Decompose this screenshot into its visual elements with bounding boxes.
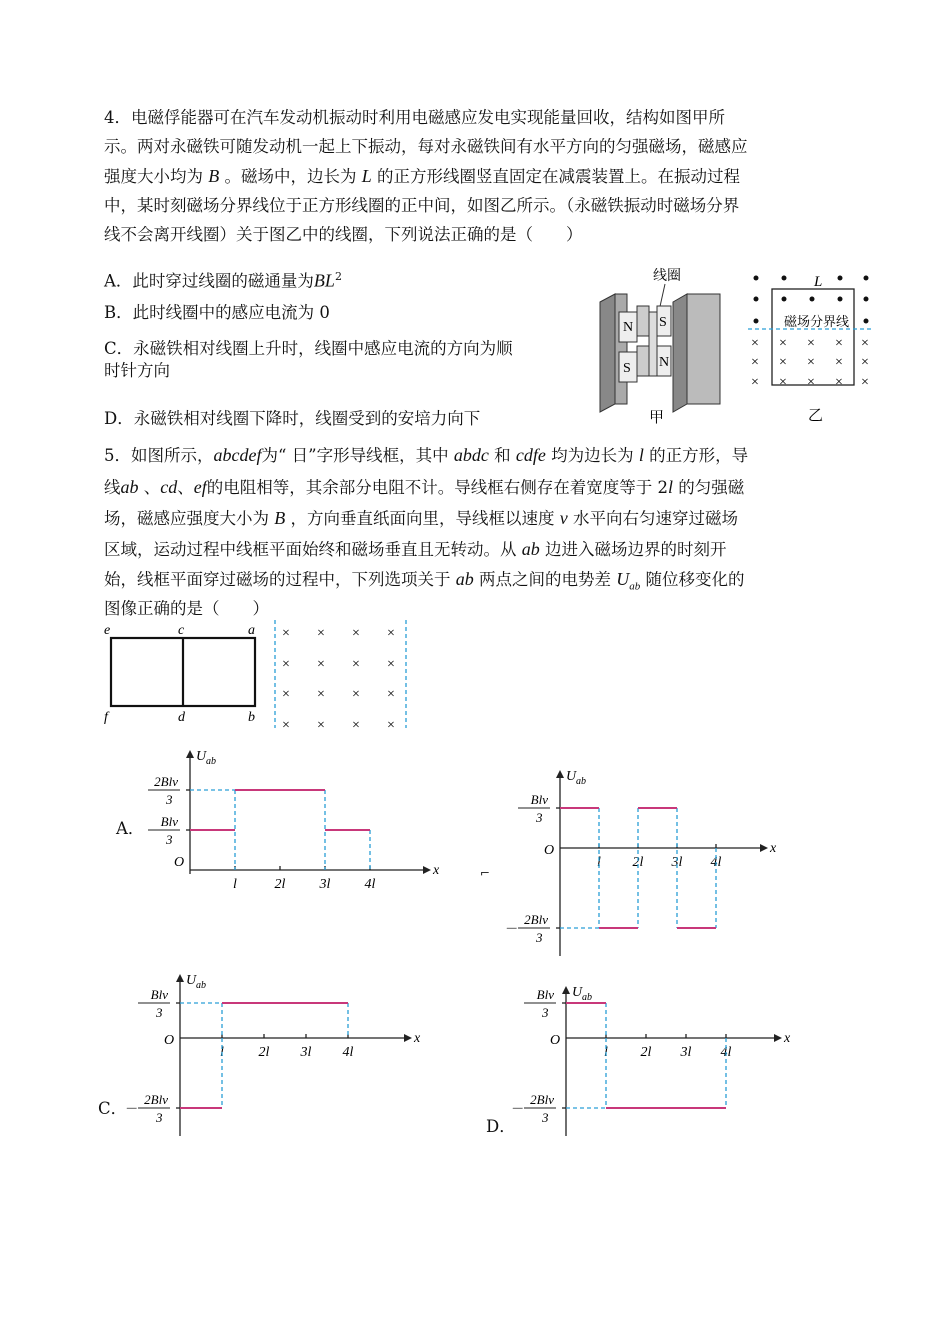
y-axis-label-sub: ab <box>576 776 586 787</box>
fraction-denominator: 3 <box>166 832 173 848</box>
q4-line-5: 线不会离开线圈）关于图乙中的线圈，下列说法正确的是（ ） <box>104 225 583 244</box>
q4-option-a[interactable]: A．此时穿过线圈的磁通量为$BL^2$ <box>104 270 342 291</box>
x-tick-label: 2l <box>640 1045 652 1060</box>
q4-number: 4． <box>104 108 131 127</box>
field-cross: × <box>282 657 290 672</box>
x-tick-label: 2l <box>274 877 286 892</box>
field-cross: × <box>387 718 395 733</box>
y-tick-fraction <box>504 912 550 945</box>
q4-line-3: 强度大小均为 B 。磁场中，边长为 L 的正方形线圈竖直固定在减震装置上。在振动过程 <box>104 166 741 186</box>
option-d-label[interactable]: D． <box>486 1117 516 1136</box>
field-cross: × <box>317 687 325 702</box>
y-tick-fraction <box>124 1092 170 1125</box>
origin-label: O <box>164 1033 175 1048</box>
fraction-numerator: 2Blv <box>144 1092 168 1108</box>
field-cross: × <box>282 718 290 733</box>
field-cross: × <box>282 687 290 702</box>
fraction-numerator: Blv <box>160 814 178 830</box>
x-tick-label: 3l <box>680 1045 692 1060</box>
origin-label: O <box>544 843 555 858</box>
fraction-numerator: 2Blv <box>524 912 548 928</box>
minus-sign: － <box>504 921 518 937</box>
label-e: e <box>104 623 111 638</box>
magnet-s-top: S <box>659 315 667 330</box>
q4-option-c[interactable]: C．永磁铁相对线圈上升时，线圈中感应电流的方向为顺 时针方向 <box>104 339 513 380</box>
graph-d[interactable] <box>510 982 790 1137</box>
label-a: a <box>248 623 255 638</box>
svg-text:×: × <box>751 375 759 390</box>
svg-text:×: × <box>779 336 787 351</box>
y-tick-fraction <box>148 774 180 807</box>
x-axis-arrow <box>404 1034 412 1042</box>
q5-line-6: 图像正确的是（ ） <box>104 599 269 618</box>
minus-sign: － <box>124 1101 138 1117</box>
svg-text:×: × <box>779 355 787 370</box>
coil-side-label: L <box>814 274 823 290</box>
y-tick-fraction <box>524 987 556 1020</box>
q4-option-d[interactable]: D．永磁铁相对线圈下降时，线圈受到的安培力向下 <box>104 409 481 428</box>
q5-line-1: 5．如图所示，abcdef为“ 日”字形导线框，其中 abdc 和 cdfe 均为边长为 l 的正方形，导 <box>104 445 749 465</box>
q5-line-5: 始，线框平面穿过磁场的过程中，下列选项关于 ab 两点之间的电势差 $U_{ab}$ 随位移变化的 <box>104 569 745 593</box>
x-tick-label: 3l <box>300 1045 312 1060</box>
option-b-label-fragment: ⌐ <box>480 866 491 880</box>
fraction-denominator: 3 <box>156 1005 163 1021</box>
option-a-label[interactable]: A． <box>116 819 145 838</box>
x-tick-label: 3l <box>671 855 683 870</box>
x-axis-arrow <box>423 866 431 874</box>
y-tick-fraction <box>510 1092 556 1125</box>
fraction-numerator: Blv <box>150 987 168 1003</box>
y-axis-label: U <box>186 973 197 988</box>
field-crosses <box>751 336 869 390</box>
y-tick-fraction <box>518 792 550 825</box>
graph-a[interactable] <box>140 742 440 892</box>
fraction-denominator: 3 <box>166 791 173 807</box>
fraction-numerator: Blv <box>530 792 548 808</box>
x-tick-label: l <box>597 855 601 870</box>
boundary-label: 磁场分界线 <box>784 315 850 330</box>
svg-text:×: × <box>807 375 815 390</box>
field-cross: × <box>317 718 325 733</box>
svg-text:×: × <box>835 336 843 351</box>
label-c: c <box>178 623 185 638</box>
label-d: d <box>178 710 185 725</box>
y-tick-fraction <box>138 987 170 1020</box>
field-cross: × <box>387 626 395 641</box>
figure-yi <box>748 268 878 428</box>
x-tick-label: l <box>220 1045 224 1060</box>
q5-line-4: 区域，运动过程中线框平面始终和磁场垂直且无转动。从 ab 边进入磁场边界的时刻开 <box>104 539 727 559</box>
fraction-numerator: 2Blv <box>530 1092 554 1108</box>
y-axis-label-sub: ab <box>196 980 206 991</box>
y-axis-arrow <box>176 974 184 982</box>
fraction-numerator: Blv <box>536 987 554 1003</box>
x-tick-label: 3l <box>319 877 331 892</box>
svg-text:×: × <box>807 355 815 370</box>
field-cross: × <box>282 626 290 641</box>
coil-label: 线圈 <box>653 268 681 284</box>
svg-text:×: × <box>751 355 759 370</box>
svg-text:×: × <box>861 336 869 351</box>
field-cross: × <box>352 687 360 702</box>
x-axis-arrow <box>760 844 768 852</box>
x-tick-label: l <box>604 1045 608 1060</box>
x-tick-label: 4l <box>720 1045 732 1060</box>
fraction-denominator: 3 <box>542 1110 549 1126</box>
y-axis-label: U <box>572 985 583 1000</box>
field-cross: × <box>352 626 360 641</box>
fraction-numerator: 2Blv <box>154 773 178 789</box>
y-axis-label-sub: ab <box>206 756 216 767</box>
x-tick-label: 4l <box>364 877 376 892</box>
q4-option-b[interactable]: B．此时线圈中的感应电流为 0 <box>104 303 330 322</box>
y-axis-arrow <box>556 770 564 778</box>
caption-yi: 乙 <box>808 406 824 424</box>
field-cross: × <box>317 657 325 672</box>
magnet-n-top: N <box>623 320 634 335</box>
field-cross: × <box>387 687 395 702</box>
x-tick-label: 2l <box>258 1045 270 1060</box>
q4-line-1: 4．电磁俘能器可在汽车发动机振动时利用电磁感应发电实现能量回收，结构如图甲所 <box>104 108 725 127</box>
q4-line-4: 中，某时刻磁场分界线位于正方形线圈的正中间，如图乙所示。（永磁铁振动时磁场分界 <box>104 196 740 215</box>
option-c-label[interactable]: C． <box>98 1099 128 1118</box>
x-tick-label: 4l <box>342 1045 354 1060</box>
y-axis-label: U <box>566 769 577 784</box>
y-axis-arrow <box>562 986 570 994</box>
label-b: b <box>248 710 255 725</box>
x-axis-label: x <box>414 1031 421 1046</box>
x-axis-label: x <box>770 841 777 856</box>
x-tick-label: 2l <box>632 855 644 870</box>
y-axis-arrow <box>186 750 194 758</box>
magnet-n-bottom: N <box>659 355 670 370</box>
fraction-denominator: 3 <box>156 1110 163 1126</box>
label-f: f <box>104 710 108 725</box>
origin-label: O <box>174 855 185 870</box>
svg-text:×: × <box>835 375 843 390</box>
x-tick-label: l <box>233 877 237 892</box>
field-cross: × <box>352 718 360 733</box>
y-axis-label: U <box>196 749 207 764</box>
field-cross: × <box>352 657 360 672</box>
x-axis-label: x <box>433 863 440 878</box>
frame-figure <box>100 620 420 735</box>
y-axis-label-sub: ab <box>582 992 592 1003</box>
x-axis-label: x <box>784 1031 791 1046</box>
x-axis-arrow <box>774 1034 782 1042</box>
x-tick-label: 4l <box>710 855 722 870</box>
y-tick-fraction <box>148 814 180 847</box>
svg-text:×: × <box>861 355 869 370</box>
fraction-denominator: 3 <box>542 1005 549 1021</box>
origin-label: O <box>550 1033 561 1048</box>
q5-line-2: 线ab 、cd、ef的电阻相等，其余部分电阻不计。导线框右侧存在着宽度等于 2l 的匀强磁 <box>104 477 745 497</box>
svg-text:×: × <box>779 375 787 390</box>
svg-text:×: × <box>807 336 815 351</box>
svg-text:×: × <box>751 336 759 351</box>
field-cross: × <box>387 657 395 672</box>
svg-text:×: × <box>835 355 843 370</box>
q4-line-2: 示。两对永磁铁可随发动机一起上下振动，每对永磁铁间有水平方向的匀强磁场，磁感应 <box>104 137 748 156</box>
field-crosses <box>282 626 395 733</box>
minus-sign: － <box>510 1101 524 1117</box>
svg-text:×: × <box>861 375 869 390</box>
field-cross: × <box>317 626 325 641</box>
graph-c[interactable] <box>124 970 421 1140</box>
q5-line-3: 场，磁感应强度大小为 B ，方向垂直纸面向里，导线框以速度 v 水平向右匀速穿过磁场 <box>104 508 738 528</box>
caption-jia: 甲 <box>649 408 665 426</box>
fraction-denominator: 3 <box>536 810 543 826</box>
magnet-s-bottom: S <box>623 361 631 376</box>
figure-jia <box>595 262 745 432</box>
fraction-denominator: 3 <box>536 930 543 946</box>
graph-b[interactable] <box>504 762 785 946</box>
